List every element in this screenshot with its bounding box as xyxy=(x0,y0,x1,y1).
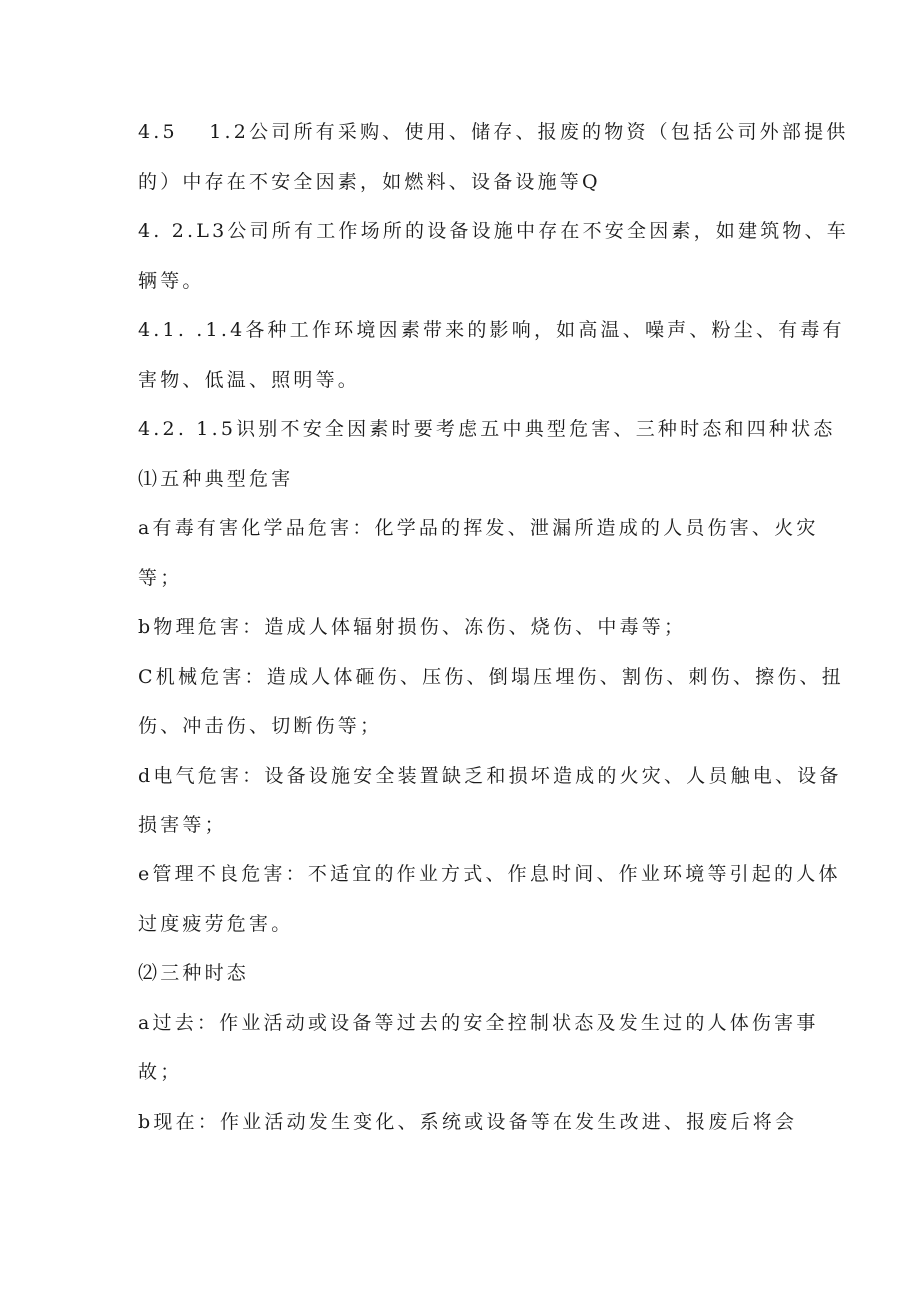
text-line-hazard-b: b物理危害：造成人体辐射损伤、冻伤、烧伤、中毒等； xyxy=(138,616,687,638)
text-line-4-1-1-4-cont: 害物、低温、照明等。 xyxy=(138,369,361,391)
text-line-4-5: 4.5 1.2公司所有采购、使用、储存、报废的物资（包括公司外部提供 xyxy=(138,121,849,143)
heading-five-hazards: ⑴五种典型危害 xyxy=(138,468,294,490)
text-line-hazard-a-cont: 等； xyxy=(138,567,183,589)
text-line-hazard-a: a有毒有害化学品危害：化学品的挥发、泄漏所造成的人员伤害、火灾 xyxy=(138,517,819,539)
text-line-hazard-e: e管理不良危害：不适宜的作业方式、作息时间、作业环境等引起的人体 xyxy=(138,863,841,885)
text-line-hazard-c: C机械危害：造成人体砸伤、压伤、倒塌压埋伤、割伤、刺伤、擦伤、扭 xyxy=(138,666,844,688)
text-line-4-2-l3: 4. 2.L3公司所有工作场所的设备设施中存在不安全因素，如建筑物、车 xyxy=(138,220,850,242)
text-line-4-1-1-4: 4.1. .1.4各种工作环境因素带来的影响，如高温、噪声、粉尘、有毒有 xyxy=(138,319,845,341)
text-line-tense-a-cont: 故； xyxy=(138,1061,183,1083)
text-line-hazard-e-cont: 过度疲劳危害。 xyxy=(138,913,294,935)
text-line-4-5-cont: 的）中存在不安全因素，如燃料、设备设施等Q xyxy=(138,171,601,193)
text-line-tense-a: a过去：作业活动或设备等过去的安全控制状态及发生过的人体伤害事 xyxy=(138,1012,819,1034)
text-line-4-2-l3-cont: 辆等。 xyxy=(138,270,205,292)
text-line-4-2-1-5: 4.2. 1.5识别不安全因素时要考虑五中典型危害、三种时态和四种状态 xyxy=(138,418,836,440)
text-line-hazard-d-cont: 损害等； xyxy=(138,814,227,836)
text-line-tense-b: b现在：作业活动发生变化、系统或设备等在发生改进、报废后将会 xyxy=(138,1111,798,1133)
text-line-hazard-c-cont: 伤、冲击伤、切断伤等； xyxy=(138,715,383,737)
text-line-hazard-d: d电气危害：设备设施安全装置缺乏和损坏造成的火灾、人员触电、设备 xyxy=(138,765,842,787)
heading-three-tenses: ⑵三种时态 xyxy=(138,962,250,984)
